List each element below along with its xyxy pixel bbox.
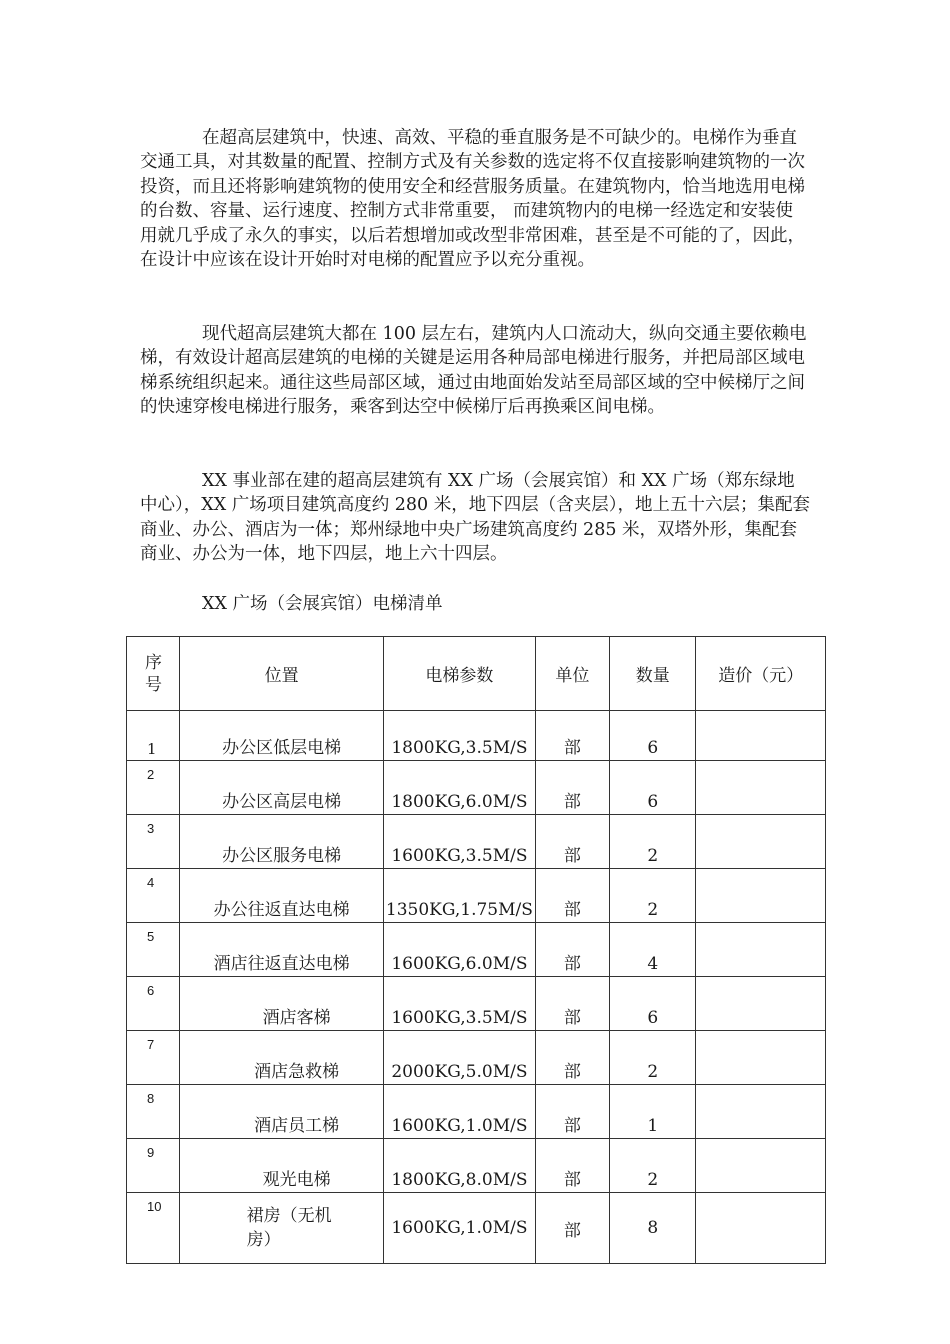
row-cost	[696, 923, 826, 977]
row-location: 酒店往返直达电梯	[180, 923, 384, 977]
row-number: 7	[127, 1031, 180, 1085]
row-cost	[696, 815, 826, 869]
row-location: 办公往返直达电梯	[180, 869, 384, 923]
table-row	[127, 923, 826, 977]
row-qty: 6	[610, 711, 696, 761]
row-location: 裙房（无机房）	[246, 1206, 332, 1250]
row-location: 酒店客梯	[180, 977, 384, 1031]
header-seq: 序号	[127, 637, 180, 711]
header-location: 位置	[180, 637, 384, 711]
row-cost	[696, 711, 826, 761]
row-params: 2000KG,5.0M/S	[384, 1031, 536, 1085]
row-cost	[696, 1085, 826, 1139]
row-params: 1350KG,1.75M/S	[384, 869, 536, 923]
row-params: 1600KG,3.5M/S	[384, 977, 536, 1031]
row-location: 办公区低层电梯	[180, 711, 384, 761]
paragraph-modern-buildings: 现代超高层建筑大都在 100 层左右，建筑内人口流动大，纵向交通主要依赖电梯，有效设计超高层建筑的电梯的关键是运用各种局部电梯进行服务，并把局部区域电梯系统组织起来。通往这些局部区域，通过由地面始发站至局部区域的空中候梯厅之间的快速穿梭电梯进行服务，乘客到达空中候梯厅后再换乘区间电梯。	[140, 324, 807, 418]
header-unit: 单位	[535, 637, 609, 711]
row-cost	[696, 1031, 826, 1085]
row-params: 1800KG,8.0M/S	[384, 1139, 536, 1193]
row-unit: 部	[535, 1085, 609, 1139]
row-params: 1600KG,1.0M/S	[384, 1085, 536, 1139]
row-qty: 2	[610, 1031, 696, 1085]
row-number: 6	[127, 977, 180, 1031]
table-row	[127, 869, 826, 923]
row-qty: 6	[610, 761, 696, 815]
row-location: 酒店急救梯	[180, 1031, 384, 1085]
row-qty: 8	[610, 1193, 696, 1264]
row-unit: 部	[535, 711, 609, 761]
row-params: 1800KG,6.0M/S	[384, 761, 536, 815]
paragraph-projects: XX 事业部在建的超高层建筑有 XX 广场（会展宾馆）和 XX 广场（郑东绿地中心），XX 广场项目建筑高度约 280 米，地下四层（含夹层），地上五十六层；集配套商业、办公、酒店为一体；郑州绿地中央广场建筑高度约 285 米，双塔外形，集配套商业、办公为一体，地下四层，地上六十四层。	[140, 471, 811, 565]
row-number: 3	[127, 815, 180, 869]
row-unit: 部	[535, 1031, 609, 1085]
row-location: 观光电梯	[180, 1139, 384, 1193]
row-location: 办公区高层电梯	[180, 761, 384, 815]
paragraph-intro: 在超高层建筑中，快速、高效、平稳的垂直服务是不可缺少的。电梯作为垂直交通工具，对其数量的配置、控制方式及有关参数的选定将不仅直接影响建筑物的一次投资，而且还将影响建筑物的使用安全和经营服务质量。在建筑物内，恰当地选用电梯的台数、容量、运行速度、控制方式非常重要， 而建筑物内的电梯一经选定和安装使用就几乎成了永久的事实，以后若想增加或改型非常困难，甚至是不可能的了，因此，在设计中应该在设计开始时对电梯的配置应予以充分重视。	[140, 128, 805, 271]
row-cost	[696, 869, 826, 923]
table-row	[127, 977, 826, 1031]
header-params: 电梯参数	[384, 637, 536, 711]
header-cost: 造价（元）	[696, 637, 826, 711]
row-params: 1800KG,3.5M/S	[384, 711, 536, 761]
row-qty: 2	[610, 815, 696, 869]
row-location: 酒店员工梯	[180, 1085, 384, 1139]
elevator-table	[126, 636, 826, 1264]
row-unit: 部	[535, 761, 609, 815]
table-row	[127, 1193, 826, 1264]
row-number: 10	[127, 1193, 180, 1264]
row-unit: 部	[535, 1139, 609, 1193]
row-cost	[696, 977, 826, 1031]
row-unit: 部	[535, 869, 609, 923]
table-row	[127, 1031, 826, 1085]
row-cost	[696, 761, 826, 815]
row-params: 1600KG,6.0M/S	[384, 923, 536, 977]
row-qty: 6	[610, 977, 696, 1031]
table-row	[127, 815, 826, 869]
table-row	[127, 1085, 826, 1139]
row-params: 1600KG,3.5M/S	[384, 815, 536, 869]
row-location-cell	[180, 1193, 384, 1264]
table-row	[127, 1139, 826, 1193]
row-cost	[696, 1139, 826, 1193]
row-number: 1	[127, 711, 180, 761]
row-qty: 4	[610, 923, 696, 977]
row-params: 1600KG,1.0M/S	[384, 1193, 536, 1264]
row-qty: 2	[610, 869, 696, 923]
table-header-row	[127, 637, 826, 711]
row-unit: 部	[535, 815, 609, 869]
row-number: 5	[127, 923, 180, 977]
row-number: 8	[127, 1085, 180, 1139]
table-caption: XX 广场（会展宾馆）电梯清单	[202, 594, 443, 614]
row-cost	[696, 1193, 826, 1264]
row-qty: 1	[610, 1085, 696, 1139]
row-number: 2	[127, 761, 180, 815]
table-row	[127, 761, 826, 815]
row-unit: 部	[535, 1193, 609, 1264]
row-number: 9	[127, 1139, 180, 1193]
row-location: 办公区服务电梯	[180, 815, 384, 869]
row-number: 4	[127, 869, 180, 923]
table-row	[127, 711, 826, 761]
row-unit: 部	[535, 923, 609, 977]
row-unit: 部	[535, 977, 609, 1031]
row-qty: 2	[610, 1139, 696, 1193]
header-qty: 数量	[610, 637, 696, 711]
